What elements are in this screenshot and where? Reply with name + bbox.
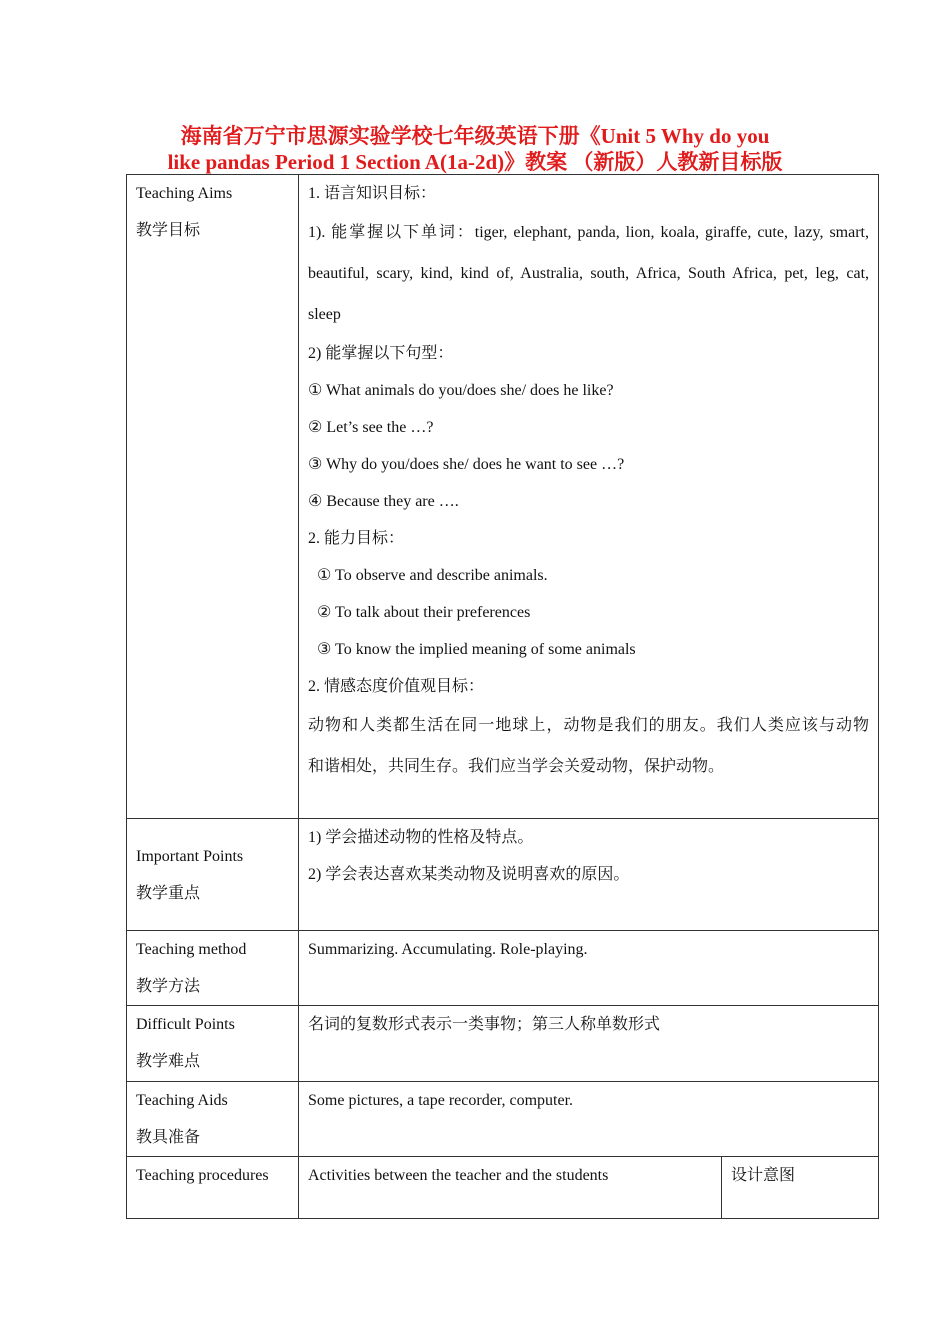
label-cn: 教学重点	[136, 885, 201, 902]
teaching-method-content	[299, 931, 879, 1006]
title-line-2: like pandas Period 1 Section A(1a-2d)》教案 （新版）人教新目标版	[167, 150, 783, 174]
label-en: Teaching Aims	[136, 185, 233, 202]
important-item: 2) 学会表达喜欢某类动物及说明喜欢的原因。	[308, 866, 630, 883]
intent-text: 设计意图	[731, 1167, 796, 1184]
difficult-points-content	[299, 1006, 879, 1082]
difficult-points-label	[127, 1006, 299, 1082]
sentences-heading: 2) 能掌握以下句型：	[308, 345, 454, 362]
aids-text: Some pictures, a tape recorder, computer.	[308, 1092, 574, 1109]
knowledge-heading: 1. 语言知识目标：	[308, 185, 437, 202]
sentence-item: ② Let’s see the …?	[308, 419, 434, 436]
label-cn: 教学目标	[136, 222, 201, 239]
label-cn: 教学方法	[136, 978, 201, 995]
ability-item: ③ To know the implied meaning of some animals	[317, 641, 636, 658]
important-points-label	[127, 819, 299, 931]
sentence-item: ① What animals do you/does she/ does he like?	[308, 382, 614, 399]
sentence-item: ④ Because they are ….	[308, 493, 459, 510]
activities-text: Activities between the teacher and the students	[308, 1167, 609, 1184]
important-item: 1) 学会描述动物的性格及特点。	[308, 829, 534, 846]
teaching-method-row	[127, 931, 879, 1006]
ability-heading: 2. 能力目标：	[308, 530, 405, 547]
teaching-method-label	[127, 931, 299, 1006]
label-cn: 教学难点	[136, 1053, 201, 1070]
teaching-procedures-row	[127, 1157, 879, 1219]
words-line: sleep	[308, 306, 341, 323]
teaching-aims-label	[127, 175, 299, 819]
teaching-procedures-label	[127, 1157, 299, 1219]
teaching-aids-row	[127, 1082, 879, 1157]
emotion-line: 动物和人类都生活在同一地球上，动物是我们的朋友。我们人类应该与动物	[308, 717, 870, 734]
words-line: 1). 能掌握以下单词：tiger, elephant, panda, lion, koala, giraffe, cute, lazy, smart,	[308, 224, 870, 241]
title-line-1: 海南省万宁市思源实验学校七年级英语下册《Unit 5 Why do you	[180, 124, 770, 148]
important-points-row	[127, 819, 879, 931]
teaching-aims-content	[299, 175, 879, 819]
emotion-heading: 2. 情感态度价值观目标：	[308, 678, 485, 695]
document-title	[100, 123, 850, 175]
activities-header	[299, 1157, 722, 1219]
label-en: Teaching procedures	[136, 1167, 269, 1184]
sentence-item: ③ Why do you/does she/ does he want to see …?	[308, 456, 625, 473]
label-en: Difficult Points	[136, 1016, 235, 1033]
ability-item: ② To talk about their preferences	[317, 604, 531, 621]
words-line: beautiful, scary, kind, kind of, Australia, south, Africa, South Africa, pet, leg, cat,	[308, 265, 870, 282]
label-en: Teaching Aids	[136, 1092, 228, 1109]
lesson-plan-table	[126, 174, 879, 1219]
important-points-content	[299, 819, 879, 931]
design-intent-header	[722, 1157, 879, 1219]
label-en: Teaching method	[136, 941, 247, 958]
ability-item: ① To observe and describe animals.	[317, 567, 548, 584]
method-text: Summarizing. Accumulating. Role-playing.	[308, 941, 588, 958]
label-cn: 教具准备	[136, 1129, 201, 1146]
teaching-aims-row	[127, 175, 879, 819]
teaching-aids-content	[299, 1082, 879, 1157]
difficult-text: 名词的复数形式表示一类事物；第三人称单数形式	[308, 1016, 661, 1033]
label-en: Important Points	[136, 848, 244, 865]
emotion-line: 和谐相处，共同生存。我们应当学会关爱动物，保护动物。	[308, 758, 725, 775]
teaching-aids-label	[127, 1082, 299, 1157]
difficult-points-row	[127, 1006, 879, 1082]
